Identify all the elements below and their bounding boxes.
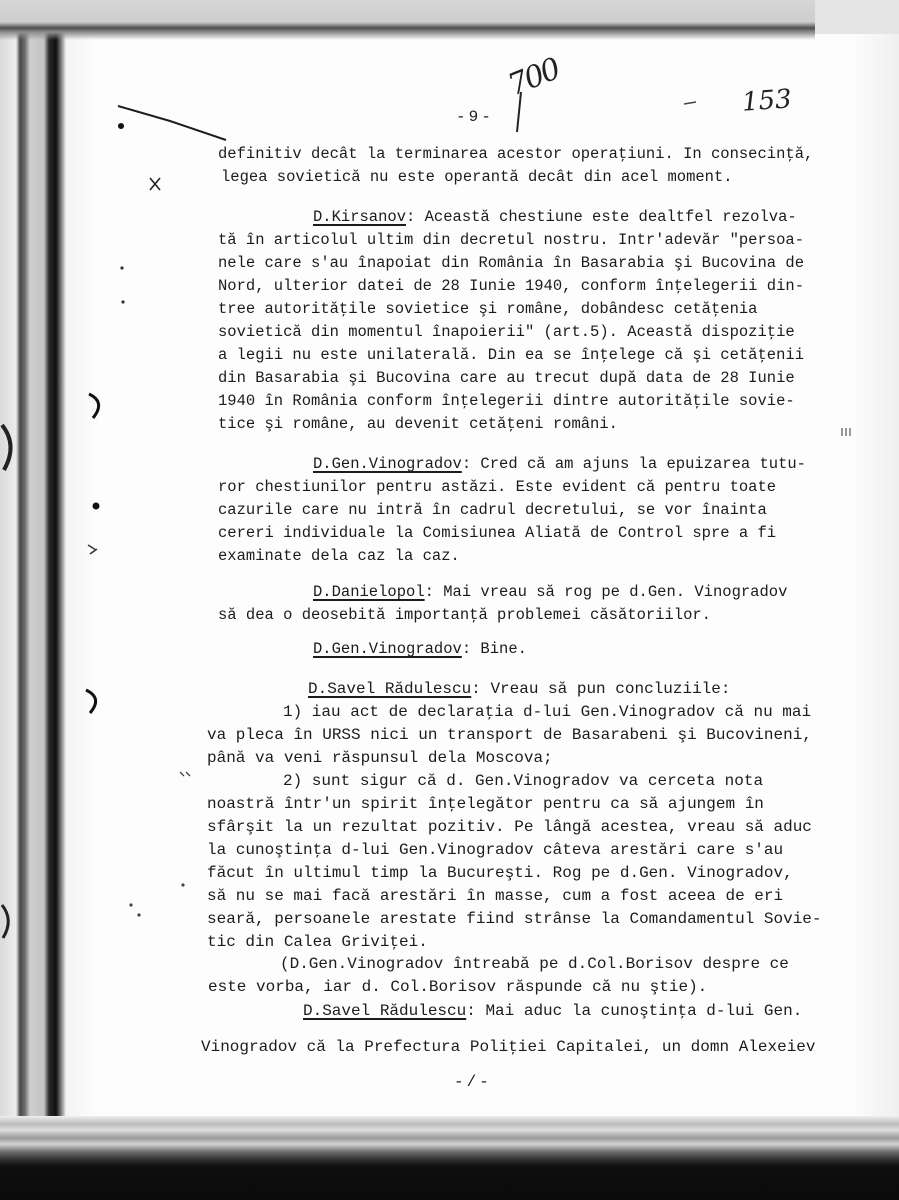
- text-line: tic din Calea Griviţei.: [207, 933, 428, 951]
- speaker-text: : Bine.: [461, 640, 527, 658]
- text-line: a legii nu este unilaterală. Din ea se înţelege că şi cetăţenii: [218, 346, 804, 364]
- text-line: sfârşit la un rezultat pozitiv. Pe lângă acestea, vreau să aduc: [207, 818, 812, 836]
- speaker-text: : Vreau să pun concluziile:: [471, 680, 731, 698]
- margin-dot: [120, 266, 123, 269]
- text-line: noastră într'un spirit înţelegător pentru ca să ajungem în: [207, 795, 764, 813]
- speaker-line: [218, 638, 898, 661]
- text-line: seară, persoanele arestate fiind strânse la Comandamentul Sovie-: [207, 910, 822, 928]
- pen-stroke-mark: [118, 106, 226, 140]
- text-line: cazurile care nu intră în cadrul decretului, se vor înainta: [218, 501, 767, 519]
- punch-hole-mark: [86, 690, 96, 713]
- margin-dot: [121, 300, 124, 303]
- list-item-line: 1) iau act de declaraţia d-lui Gen.Vinogradov că nu mai: [283, 703, 812, 721]
- statement-vinogradov-reply: [218, 638, 898, 661]
- text-line: Vinogradov că la Prefectura Poliţiei Capitalei, un domn Alexeiev: [201, 1038, 816, 1056]
- edge-curve-mark: [2, 425, 11, 470]
- text-line: legea sovietică nu este operantă decât din acel moment.: [221, 168, 733, 186]
- text-line: va pleca în URSS nici un transport de Basarabeni şi Bucovineni,: [207, 726, 812, 744]
- text-line: definitiv decât la terminarea acestor operaţiuni. In consecinţă,: [218, 145, 814, 163]
- text-line: să nu se mai facă arestări în masse, cum a fost aceea de eri: [207, 887, 784, 905]
- speaker-line: [218, 581, 898, 604]
- edge-curve-mark: [2, 905, 8, 938]
- text-line: Nord, ulterior datei de 28 Iunie 1940, conform înţelegerii din-: [218, 277, 804, 295]
- speaker-name: D.Gen.Vinogradov: [313, 640, 462, 658]
- speaker-name: D.Kirsanov: [313, 208, 407, 226]
- text-line: este vorba, iar d. Col.Borisov răspunde că nu ştie).: [208, 978, 708, 996]
- text-line: tice şi române, au devenit cetăţeni români.: [218, 415, 618, 433]
- statement-kirsanov: [218, 206, 898, 436]
- text-line: (D.Gen.Vinogradov întreabă pe d.Col.Borisov despre ce: [280, 955, 789, 973]
- paragraph-continuation: [218, 143, 898, 189]
- text-line: ror chestiunilor pentru astăzi. Este evident că pentru toate: [218, 478, 777, 496]
- list-item-line: 2) sunt sigur că d. Gen.Vinogradov va cerceta nota: [283, 772, 764, 790]
- speaker-name: D.Gen.Vinogradov: [313, 455, 462, 473]
- text-line: făcut în ultimul timp la Bucureşti. Rog pe d.Gen. Vinogradov,: [207, 864, 793, 882]
- statement-vinogradov: [218, 453, 898, 568]
- margin-dot: [181, 883, 184, 886]
- margin-scribble: [180, 772, 190, 776]
- punch-hole-mark: [89, 394, 99, 418]
- text-line: să dea o deosebită importanţă problemei căsătoriilor.: [218, 606, 711, 624]
- handwritten-folio-number: 153: [741, 84, 793, 118]
- text-line: cereri individuale la Comisiunea Aliată de Control spre a fi: [218, 524, 777, 542]
- dash-mark: [684, 102, 696, 104]
- text-line: din Basarabia şi Bucovina care au trecut după data de 28 Iunie: [218, 369, 795, 387]
- text-line: sovietică din momentul înapoierii" (art.5). Această dispoziţie: [218, 323, 795, 341]
- speaker-text: : Această chestiune este dealtfel rezolva-: [406, 208, 797, 226]
- page-number: -9-: [456, 108, 494, 126]
- text-line: până va veni răspunsul dela Moscova;: [207, 749, 553, 767]
- margin-dot: [93, 503, 100, 510]
- speaker-name: D.Danielopol: [313, 583, 425, 601]
- statement-danielopol: [218, 581, 898, 627]
- text-line: 1940 în România conform înţelegerii dintre autorităţile sovie-: [218, 392, 795, 410]
- text-line: tree autorităţile sovietice şi române, dobândesc cetăţenia: [218, 300, 758, 318]
- handwritten-crossed-number: 700: [503, 51, 564, 104]
- speaker-line: [218, 453, 898, 476]
- parenthetical-note: [208, 953, 888, 999]
- margin-dot: [129, 903, 132, 906]
- speaker-text: : Mai vreau să rog pe d.Gen. Vinogradov: [424, 583, 788, 601]
- margin-scribble: [88, 545, 97, 554]
- speaker-name: D.Savel Rădulescu: [303, 1002, 467, 1020]
- ink-dot: [118, 123, 124, 129]
- speaker-line: [218, 206, 898, 229]
- x-mark: [150, 178, 160, 190]
- speaker-name: D.Savel Rădulescu: [308, 680, 472, 698]
- margin-dot: [137, 913, 140, 916]
- speaker-text: : Mai aduc la cunoştinţa d-lui Gen.: [466, 1002, 803, 1020]
- speaker-text: : Cred că am ajuns la epuizarea tutu-: [461, 455, 806, 473]
- speaker-line: [207, 678, 887, 701]
- footer-continuation-mark: -/-: [454, 1073, 492, 1091]
- statement-radulescu-conclusions: [207, 678, 887, 954]
- text-line: la cunoştinţa d-lui Gen.Vinogradov câteva arestări care s'au: [207, 841, 784, 859]
- statement-radulescu-followup: [201, 1000, 881, 1059]
- text-line: nele care s'au înapoiat din România în Basarabia şi Bucovina de: [218, 254, 804, 272]
- speaker-line: [201, 1000, 881, 1023]
- text-line: examinate dela caz la caz.: [218, 547, 460, 565]
- text-line: tă în articolul ultim din decretul nostru. Intr'adevăr "persoa-: [218, 231, 804, 249]
